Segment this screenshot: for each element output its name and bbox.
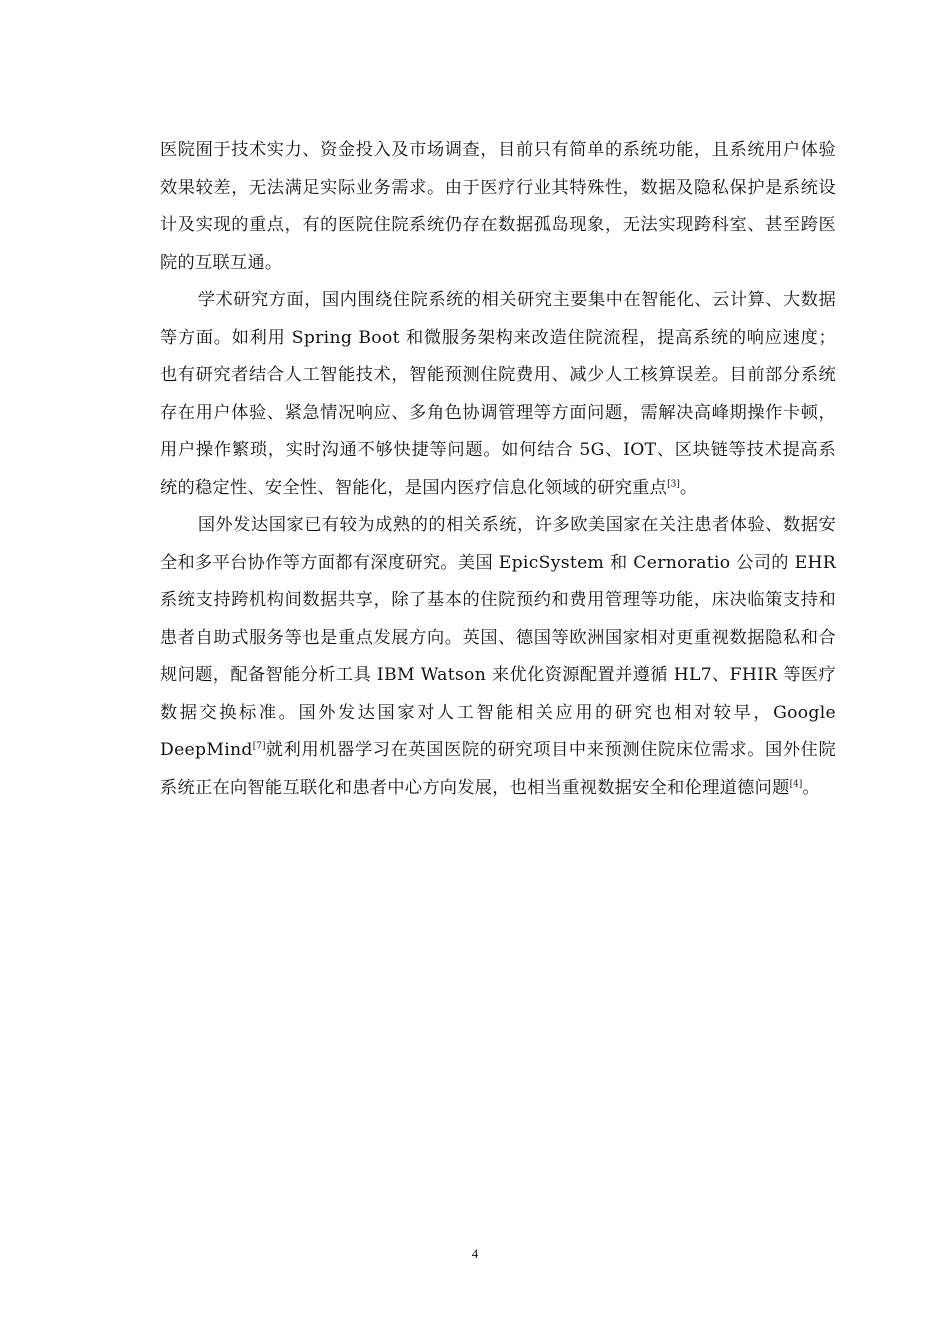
- paragraph-2: [160, 282, 836, 507]
- paragraph-1: [160, 132, 836, 282]
- paragraph-3: [160, 507, 836, 807]
- citation-3: [3]: [667, 478, 680, 489]
- paragraph-3-end: 。: [802, 777, 820, 798]
- citation-7: [7]: [252, 741, 266, 752]
- paragraph-2-end: 。: [679, 477, 698, 498]
- citation-4: [4]: [789, 778, 803, 789]
- body-text: [160, 132, 836, 807]
- paragraph-3-text: 国外发达国家已有较为成熟的的相关系统，许多欧美国家在关注患者体验、数据安全和多平台协作等方面都有深度研究。美国 EpicSystem 和 Cernoratio 公司的 EHR 系统支持跨机构间数据共享，除了基本的住院预约和费用管理等功能，床决临策支持和患者自助式服务等也是重点发展方向。英国、德国等欧洲国家相对更重视数据隐私和合规问题，配备智能分析工具 IBM Watson 来优化资源配置并遵循 HL7、FHIR 等医疗数据交换标准。国外发达国家对人工智能相关应用的研究也相对较早，Google DeepMind: [160, 515, 836, 760]
- paragraph-1-text: 医院囿于技术实力、资金投入及市场调查，目前只有简单的系统功能，且系统用户体验效果较差，无法满足实际业务需求。由于医疗行业其特殊性，数据及隐私保护是系统设计及实现的重点，有的医院住院系统仍存在数据孤岛现象，无法实现跨科室、甚至跨医院的互联互通。: [160, 140, 836, 273]
- paragraph-2-text: 学术研究方面，国内围绕住院系统的相关研究主要集中在智能化、云计算、大数据等方面。如利用 Spring Boot 和微服务架构来改造住院流程，提高系统的响应速度；也有研究者结合人工智能技术，智能预测住院费用、减少人工核算误差。目前部分系统存在用户体验、紧急情况响应、多角色协调管理等方面问题，需解决高峰期操作卡顿，用户操作繁琐，实时沟通不够快捷等问题。如何结合 5G、IOT、区块链等技术提高系统的稳定性、安全性、智能化，是国内医疗信息化领域的研究重点: [160, 290, 836, 498]
- page-number: 4: [471, 1246, 479, 1261]
- paragraph-3-text-cont: 就利用机器学习在英国医院的研究项目中来预测住院床位需求。国外住院系统正在向智能互联化和患者中心方向发展，也相当重视数据安全和伦理道德问题: [160, 740, 836, 798]
